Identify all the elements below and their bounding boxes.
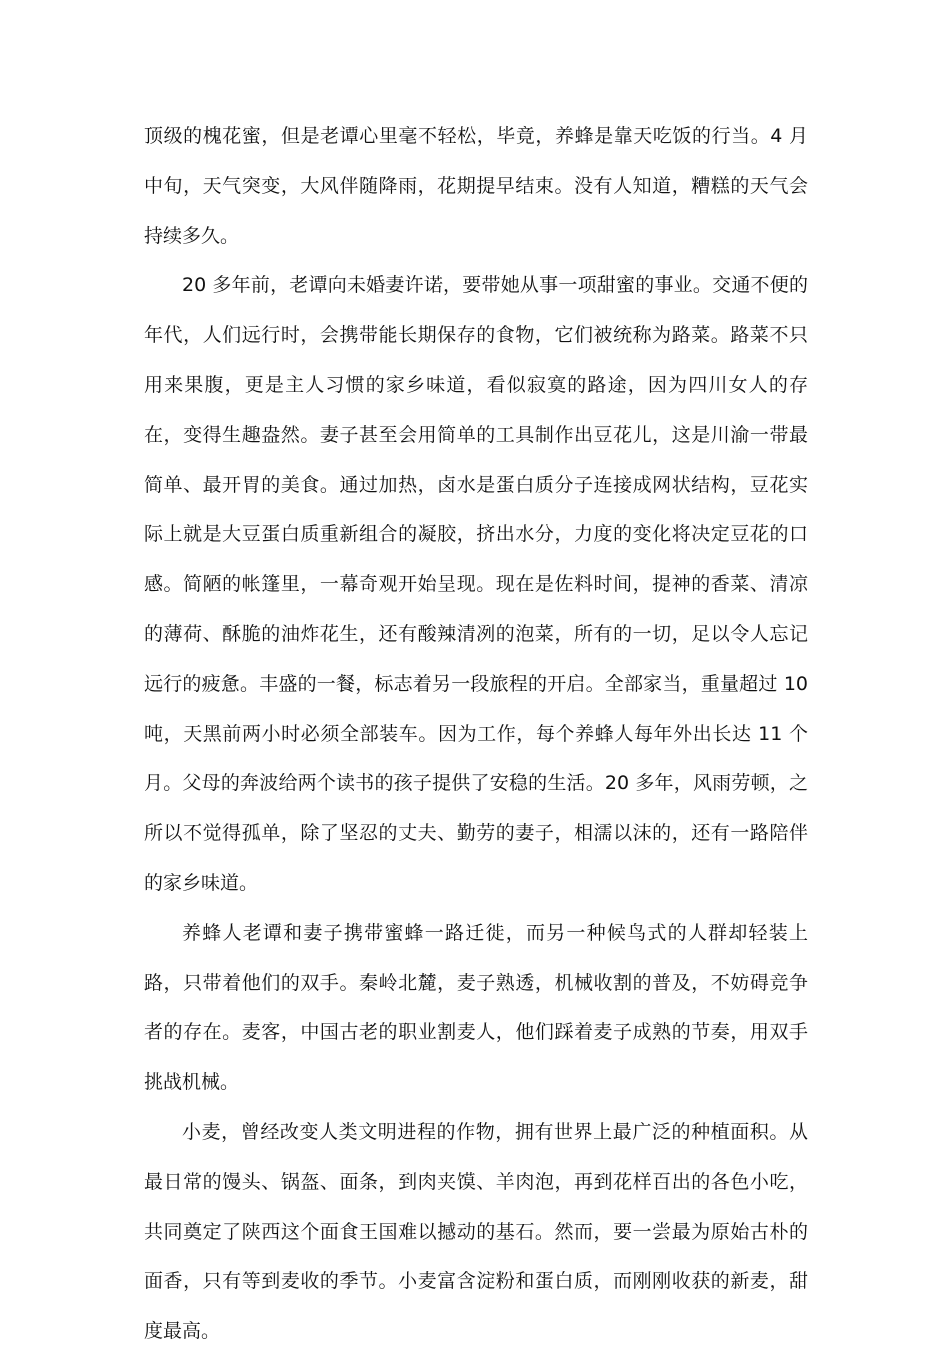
paragraph-3: 养蜂人老谭和妻子携带蜜蜂一路迁徙，而另一种候鸟式的人群却轻装上路，只带着他们的双手。秦岭北麓，麦子熟透，机械收割的普及，不妨碍竞争者的存在。麦客，中国古老的职业割麦人，他们踩着麦子成熟的节奏，用双手挑战机械。 bbox=[144, 921, 808, 1094]
paragraph-4: 小麦，曾经改变人类文明进程的作物，拥有世界上最广泛的种植面积。从最日常的馒头、锅盔、面条，到肉夹馍、羊肉泡，再到花样百出的各色小吃，共同奠定了陕西这个面食王国难以撼动的基石。然而，要一尝最为原始古朴的面香，只有等到麦收的季节。小麦富含淀粉和蛋白质，而刚刚收获的新麦，甜度最高。 bbox=[144, 1120, 808, 1343]
paragraph-1: 顶级的槐花蜜，但是老谭心里毫不轻松，毕竟，养蜂是靠天吃饭的行当。4 月中旬，天气突变，大风伴随降雨，花期提早结束。没有人知道，糟糕的天气会持续多久。 bbox=[144, 125, 808, 247]
paragraph-2: 20 多年前，老谭向未婚妻许诺，要带她从事一项甜蜜的事业。交通不便的年代，人们远行时，会携带能长期保存的食物，它们被统称为路菜。路菜不只用来果腹，更是主人习惯的家乡味道，看似寂寞的路途，因为四川女人的存在，变得生趣盎然。妻子甚至会用简单的工具制作出豆花儿，这是川渝一带最简单、最开胃的美食。通过加热，卤水是蛋白质分子连接成网状结构，豆花实际上就是大豆蛋白质重新组合的凝胶，挤出水分，力度的变化将决定豆花的口感。简陋的帐篷里，一幕奇观开始呈现。现在是佐料时间，提神的香菜、清凉的薄荷、酥脆的油炸花生，还有酸辣清冽的泡菜，所有的一切，足以令人忘记远行的疲惫。丰盛的一餐，标志着另一段旅程的开启。全部家当，重量超过 10 吨，天黑前两小时必须全部装车。因为工作，每个养蜂人每年外出长达 11 个月。父母的奔波给两个读书的孩子提供了安稳的生活。20 多年，风雨劳顿，之所以不觉得孤单，除了坚忍的丈夫、勤劳的妻子，相濡以沫的，还有一路陪伴的家乡味道。 bbox=[144, 274, 808, 894]
document-page bbox=[144, 112, 808, 1357]
